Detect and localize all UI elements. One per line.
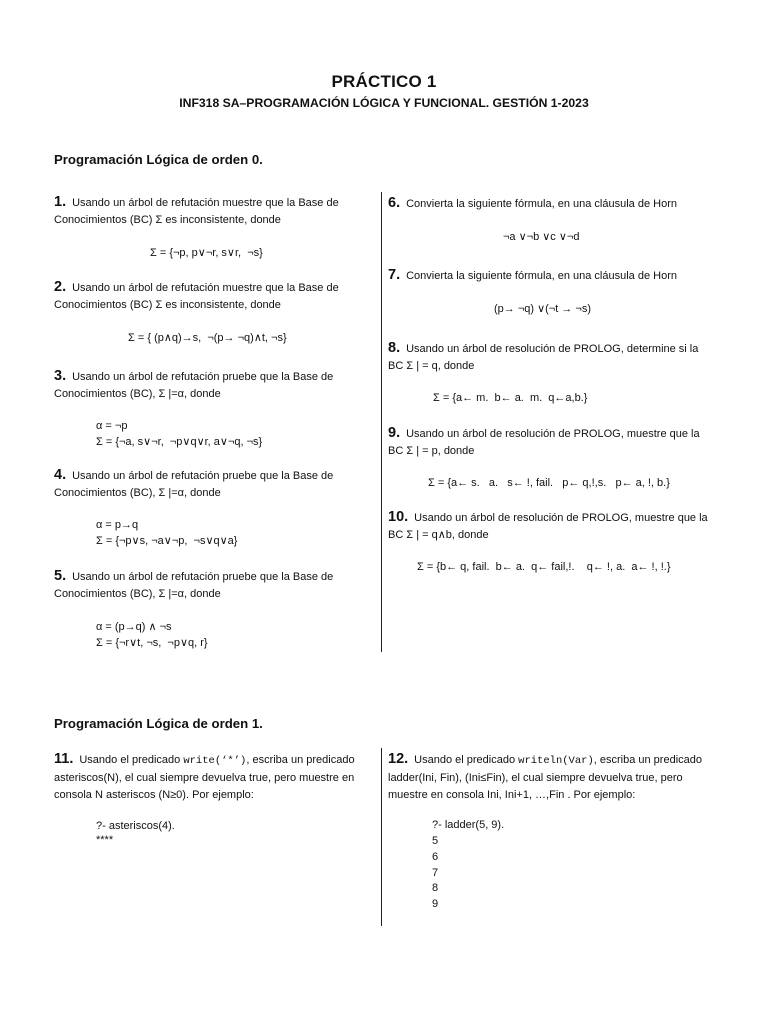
exercise-7: [388, 267, 718, 285]
exercise-text: Convierta la siguiente fórmula, en una cláusula de Horn: [406, 270, 677, 282]
formula: Σ = {¬a, s∨¬r, ¬p∨q∨r, a∨¬q, ¬s}: [96, 436, 263, 448]
example-line: ?- ladder(5, 9).: [432, 819, 505, 831]
exercise-5: [54, 568, 364, 603]
exercise-text: Usando el predicado: [79, 754, 184, 766]
exercise-text: Usando un árbol de refutación pruebe que la Base de Conocimientos (BC), Σ |=α, donde: [54, 470, 334, 499]
exercise-number: 3.: [54, 368, 67, 384]
formula: Σ = {¬r∨t, ¬s, ¬p∨q, r}: [96, 637, 208, 649]
exercise-text: Usando un árbol de refutación pruebe que la Base de Conocimientos (BC), Σ |=α, donde: [54, 371, 334, 400]
exercise-text: Usando un árbol de resolución de PROLOG, muestre que la BC Σ | = p, donde: [388, 428, 700, 457]
exercise-text: , escriba un predicado asteriscos(N), el cual siempre devuelva true, pero muestre en consola N asteriscos (N≥0). Por ejemplo:: [54, 754, 355, 801]
exercise-9: [388, 425, 716, 460]
column-divider: [381, 748, 382, 926]
exercise-4: [54, 467, 364, 502]
exercise-text: Usando un árbol de refutación pruebe que la Base de Conocimientos (BC), Σ |=α, donde: [54, 571, 334, 600]
formula: Σ = { (p∧q)→s, ¬(p→ ¬q)∧t, ¬s}: [128, 332, 287, 344]
formula: α = (p→q) ∧ ¬s: [96, 621, 172, 633]
column-divider: [381, 192, 382, 652]
formula: (p→ ¬q) ∨(¬t → ¬s): [494, 303, 591, 315]
section-title-order-1: Programación Lógica de orden 1.: [54, 716, 263, 731]
exercise-3: [54, 368, 364, 403]
formula: Σ = {¬p∨s, ¬a∨¬p, ¬s∨q∨a}: [96, 535, 238, 547]
exercise-10: [388, 509, 716, 544]
exercise-number: 2.: [54, 279, 67, 295]
exercise-text: Usando un árbol de resolución de PROLOG, determine si la BC Σ | = q, donde: [388, 343, 699, 372]
exercise-number: 5.: [54, 568, 67, 584]
exercise-number: 12.: [388, 751, 409, 767]
exercise-number: 1.: [54, 194, 67, 210]
exercise-number: 10.: [388, 509, 409, 525]
exercise-text: , escriba un predicado ladder(Ini, Fin), (Ini≤Fin), el cual siempre devuelva true, pero muestre en consola Ini, Ini+1, …,Fin . Por ejemplo:: [388, 754, 702, 801]
exercise-12: [388, 751, 710, 804]
formula: Σ = {a← m. b← a. m. q←a,b.}: [433, 392, 588, 404]
section-title-order-0: Programación Lógica de orden 0.: [54, 152, 263, 167]
example-line: 8: [432, 882, 439, 894]
example-line: ****: [96, 834, 114, 846]
exercise-number: 4.: [54, 467, 67, 483]
exercise-11: [54, 751, 376, 804]
formula: Σ = {a← s. a. s← !, fail. p← q,!,s. p← a, !, b.}: [428, 477, 670, 489]
formula: Σ = {b← q, fail. b← a. q← fail,!. q← !, a. a← !, !.}: [417, 561, 671, 573]
formula: Σ = {¬p, p∨¬r, s∨r, ¬s}: [150, 247, 263, 259]
exercise-number: 8.: [388, 340, 401, 356]
formula: α = ¬p: [96, 420, 128, 432]
page-subtitle: INF318 SA–PROGRAMACIÓN LÓGICA Y FUNCIONAL. GESTIÓN 1-2023: [179, 96, 589, 110]
page-title: PRÁCTICO 1: [331, 72, 437, 91]
exercise-number: 11.: [54, 751, 74, 767]
exercise-number: 7.: [388, 267, 401, 283]
code-snippet: writeln(Var): [518, 755, 594, 767]
exercise-2: [54, 279, 364, 314]
exercise-text: Usando un árbol de refutación muestre que la Base de Conocimientos (BC) Σ es inconsistente, donde: [54, 197, 339, 226]
exercise-1: [54, 194, 364, 229]
example-line: ?- asteriscos(4).: [96, 820, 175, 832]
example-line: 7: [432, 867, 439, 879]
example-line: 9: [432, 898, 439, 910]
example-line: 5: [432, 835, 439, 847]
exercise-number: 9.: [388, 425, 401, 441]
exercise-text: Convierta la siguiente fórmula, en una cláusula de Horn: [406, 198, 677, 210]
exercise-text: Usando un árbol de resolución de PROLOG, muestre que la BC Σ | = q∧b, donde: [388, 512, 708, 541]
exercise-text: Usando un árbol de refutación muestre que la Base de Conocimientos (BC) Σ es inconsistente, donde: [54, 282, 339, 311]
exercise-8: [388, 340, 716, 375]
exercise-6: [388, 195, 718, 213]
code-snippet: write(‘*’): [183, 755, 247, 767]
exercise-number: 6.: [388, 195, 401, 211]
formula: ¬a ∨¬b ∨c ∨¬d: [503, 231, 580, 243]
exercise-text: Usando el predicado: [414, 754, 519, 766]
example-line: 6: [432, 851, 439, 863]
formula: α = p→q: [96, 519, 139, 531]
